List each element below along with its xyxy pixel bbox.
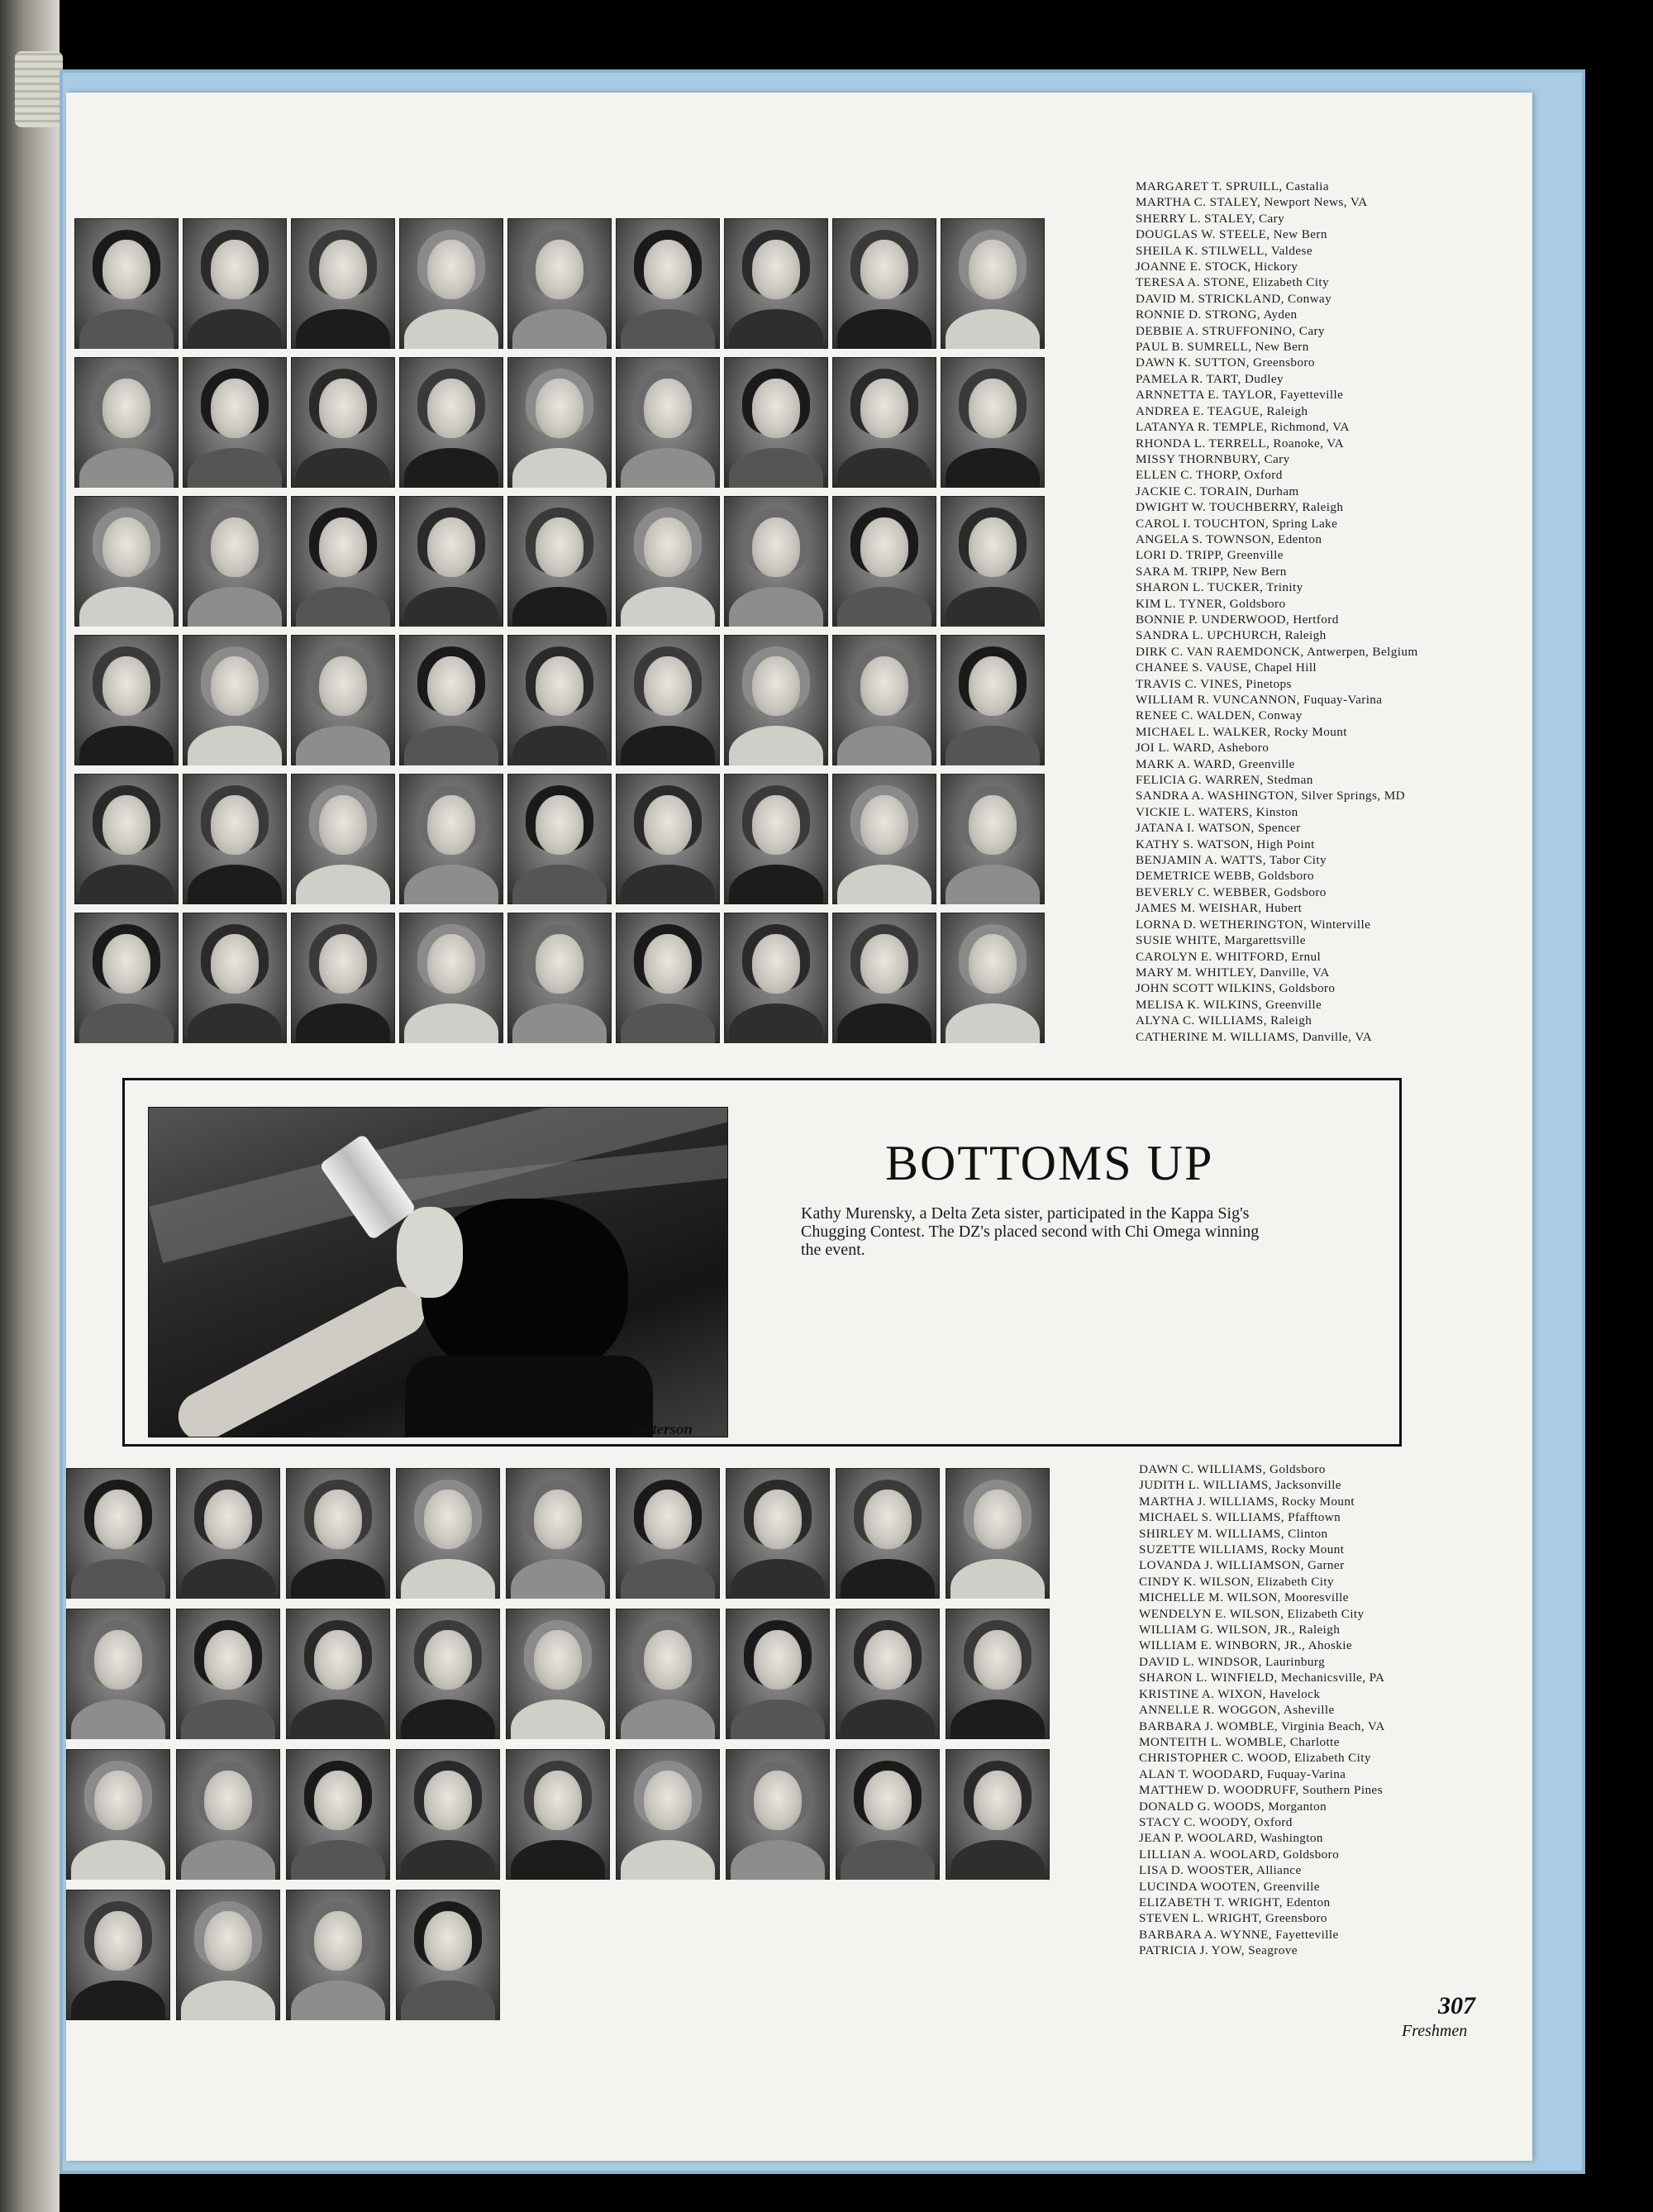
student-portrait bbox=[183, 357, 287, 488]
roster-entry: WILLIAM E. WINBORN, JR., Ahoskie bbox=[1139, 1638, 1353, 1653]
student-portrait bbox=[176, 1749, 280, 1880]
student-portrait bbox=[291, 774, 395, 904]
roster-entry: SUZETTE WILLIAMS, Rocky Mount bbox=[1139, 1542, 1345, 1557]
student-portrait bbox=[399, 218, 503, 349]
roster-entry: CINDY K. WILSON, Elizabeth City bbox=[1139, 1574, 1334, 1589]
roster-entry: TRAVIS C. VINES, Pinetops bbox=[1136, 676, 1292, 691]
student-portrait bbox=[946, 1468, 1050, 1599]
roster-entry: JACKIE C. TORAIN, Durham bbox=[1136, 484, 1299, 498]
roster-entry: MARK A. WARD, Greenville bbox=[1136, 756, 1295, 771]
student-portrait bbox=[291, 635, 395, 765]
roster-entry: MARGARET T. SPRUILL, Castalia bbox=[1136, 179, 1329, 193]
roster-entry: DAWN K. SUTTON, Greensboro bbox=[1136, 355, 1315, 370]
feature-title: BOTTOMS UP bbox=[885, 1136, 1214, 1190]
roster-entry: MONTEITH L. WOMBLE, Charlotte bbox=[1139, 1734, 1340, 1749]
roster-entry: RONNIE D. STRONG, Ayden bbox=[1136, 307, 1298, 322]
student-portrait bbox=[506, 1749, 610, 1880]
student-portrait bbox=[183, 635, 287, 765]
roster-entry: DIRK C. VAN RAEMDONCK, Antwerpen, Belgium bbox=[1136, 644, 1418, 659]
roster-entry: CAROL I. TOUCHTON, Spring Lake bbox=[1136, 516, 1338, 531]
feature-box bbox=[122, 1078, 1402, 1447]
student-portrait bbox=[726, 1609, 830, 1739]
left-page-edge bbox=[0, 0, 60, 2212]
roster-entry: CAROLYN E. WHITFORD, Ernul bbox=[1136, 949, 1322, 964]
student-portrait bbox=[941, 913, 1045, 1043]
student-portrait bbox=[74, 496, 179, 627]
student-portrait bbox=[616, 1749, 720, 1880]
student-portrait bbox=[396, 1749, 500, 1880]
student-portrait bbox=[291, 218, 395, 349]
roster-entry: ALAN T. WOODARD, Fuquay-Varina bbox=[1139, 1766, 1346, 1781]
roster-entry: MATTHEW D. WOODRUFF, Southern Pines bbox=[1139, 1783, 1383, 1798]
student-portrait bbox=[183, 218, 287, 349]
student-portrait bbox=[66, 1609, 170, 1739]
roster-entry: LORNA D. WETHERINGTON, Winterville bbox=[1136, 917, 1371, 932]
photo-credit: Patterson bbox=[631, 1421, 693, 1438]
roster-entry: PATRICIA J. YOW, Seagrove bbox=[1139, 1943, 1298, 1958]
student-portrait bbox=[396, 1609, 500, 1739]
roster-entry: PAMELA R. TART, Dudley bbox=[1136, 371, 1284, 386]
roster-entry: ANGELA S. TOWNSON, Edenton bbox=[1136, 532, 1322, 546]
roster-entry: JOANNE E. STOCK, Hickory bbox=[1136, 260, 1298, 274]
roster-entry: SARA M. TRIPP, New Bern bbox=[1136, 564, 1287, 579]
student-portrait bbox=[941, 635, 1045, 765]
roster-entry: SHIRLEY M. WILLIAMS, Clinton bbox=[1139, 1526, 1328, 1541]
roster-entry: CATHERINE M. WILLIAMS, Danville, VA bbox=[1136, 1029, 1373, 1044]
roster-entry: BARBARA A. WYNNE, Fayetteville bbox=[1139, 1927, 1339, 1942]
student-portrait bbox=[507, 357, 612, 488]
student-portrait bbox=[399, 774, 503, 904]
student-portrait bbox=[836, 1609, 940, 1739]
roster-entry: DEBBIE A. STRUFFONINO, Cary bbox=[1136, 323, 1325, 338]
roster-entry: LISA D. WOOSTER, Alliance bbox=[1139, 1863, 1302, 1878]
student-portrait bbox=[74, 635, 179, 765]
roster-entry: MISSY THORNBURY, Cary bbox=[1136, 451, 1290, 466]
student-portrait bbox=[616, 218, 720, 349]
roster-entry: SHEILA K. STILWELL, Valdese bbox=[1136, 243, 1312, 258]
student-portrait bbox=[286, 1609, 390, 1739]
student-portrait bbox=[291, 496, 395, 627]
roster-entry: DAVID M. STRICKLAND, Conway bbox=[1136, 291, 1332, 306]
student-portrait bbox=[616, 357, 720, 488]
roster-entry: DAWN C. WILLIAMS, Goldsboro bbox=[1139, 1462, 1326, 1476]
student-portrait bbox=[183, 774, 287, 904]
student-portrait bbox=[66, 1749, 170, 1880]
roster-entry: STACY C. WOODY, Oxford bbox=[1139, 1814, 1293, 1829]
student-portrait bbox=[286, 1890, 390, 2020]
student-portrait bbox=[74, 774, 179, 904]
roster-entry: SANDRA A. WASHINGTON, Silver Springs, MD bbox=[1136, 789, 1405, 803]
roster-entry: KIM L. TYNER, Goldsboro bbox=[1136, 596, 1286, 611]
student-portrait bbox=[941, 218, 1045, 349]
student-portrait bbox=[724, 357, 828, 488]
roster-entry: CHRISTOPHER C. WOOD, Elizabeth City bbox=[1139, 1751, 1371, 1766]
student-portrait bbox=[291, 913, 395, 1043]
student-portrait bbox=[616, 1468, 720, 1599]
roster-entry: SUSIE WHITE, Margarettsville bbox=[1136, 933, 1306, 948]
student-portrait bbox=[724, 913, 828, 1043]
roster-entry: MARTHA J. WILLIAMS, Rocky Mount bbox=[1139, 1494, 1355, 1509]
student-portrait bbox=[832, 496, 936, 627]
student-portrait bbox=[286, 1749, 390, 1880]
roster-entry: DAVID L. WINDSOR, Laurinburg bbox=[1139, 1654, 1326, 1669]
roster-entry: KRISTINE A. WIXON, Havelock bbox=[1139, 1686, 1321, 1701]
roster-entry: LOVANDA J. WILLIAMSON, Garner bbox=[1139, 1558, 1345, 1573]
roster-entry: SHERRY L. STALEY, Cary bbox=[1136, 211, 1285, 226]
student-portrait bbox=[616, 1609, 720, 1739]
roster-entry: TERESA A. STONE, Elizabeth City bbox=[1136, 275, 1330, 290]
student-portrait bbox=[74, 913, 179, 1043]
roster-entry: JOI L. WARD, Asheboro bbox=[1136, 741, 1270, 756]
student-portrait bbox=[176, 1890, 280, 2020]
page-number: 307 bbox=[1438, 1992, 1475, 2019]
student-portrait bbox=[399, 357, 503, 488]
roster-entry: JATANA I. WATSON, Spencer bbox=[1136, 821, 1301, 836]
roster-entry: LORI D. TRIPP, Greenville bbox=[1136, 548, 1284, 563]
student-portrait bbox=[507, 913, 612, 1043]
roster-entry: DONALD G. WOODS, Morganton bbox=[1139, 1799, 1327, 1814]
roster-entry: MELISA K. WILKINS, Greenville bbox=[1136, 997, 1322, 1012]
roster-entry: ANNELLE R. WOGGON, Asheville bbox=[1139, 1703, 1335, 1718]
student-portrait bbox=[724, 218, 828, 349]
roster-entry: ELIZABETH T. WRIGHT, Edenton bbox=[1139, 1895, 1331, 1909]
student-portrait bbox=[616, 913, 720, 1043]
student-portrait bbox=[836, 1749, 940, 1880]
roster-entry: RHONDA L. TERRELL, Roanoke, VA bbox=[1136, 436, 1345, 451]
student-portrait bbox=[399, 496, 503, 627]
student-portrait bbox=[291, 357, 395, 488]
roster-entry: MICHELLE M. WILSON, Mooresville bbox=[1139, 1590, 1349, 1605]
student-portrait bbox=[396, 1468, 500, 1599]
roster-entry: JAMES M. WEISHAR, Hubert bbox=[1136, 901, 1303, 916]
student-portrait bbox=[616, 774, 720, 904]
roster-entry: KATHY S. WATSON, High Point bbox=[1136, 837, 1315, 851]
student-portrait bbox=[176, 1609, 280, 1739]
roster-entry: BONNIE P. UNDERWOOD, Hertford bbox=[1136, 612, 1339, 627]
student-portrait bbox=[286, 1468, 390, 1599]
student-portrait bbox=[506, 1609, 610, 1739]
student-portrait bbox=[832, 357, 936, 488]
feature-photo bbox=[148, 1107, 728, 1437]
photo-figure-shirt bbox=[405, 1356, 653, 1437]
student-portrait bbox=[507, 496, 612, 627]
student-portrait bbox=[941, 774, 1045, 904]
student-portrait bbox=[399, 913, 503, 1043]
student-portrait bbox=[832, 218, 936, 349]
student-portrait bbox=[396, 1890, 500, 2020]
student-portrait bbox=[66, 1468, 170, 1599]
roster-entry: VICKIE L. WATERS, Kinston bbox=[1136, 804, 1298, 819]
roster-entry: RENEE C. WALDEN, Conway bbox=[1136, 708, 1303, 723]
student-portrait bbox=[506, 1468, 610, 1599]
student-portrait bbox=[74, 218, 179, 349]
roster-entry: BENJAMIN A. WATTS, Tabor City bbox=[1136, 853, 1327, 868]
student-portrait bbox=[726, 1468, 830, 1599]
roster-entry: DWIGHT W. TOUCHBERRY, Raleigh bbox=[1136, 500, 1344, 515]
roster-entry: ARNNETTA E. TAYLOR, Fayetteville bbox=[1136, 388, 1344, 403]
student-portrait bbox=[832, 635, 936, 765]
roster-entry: LATANYA R. TEMPLE, Richmond, VA bbox=[1136, 420, 1350, 435]
student-portrait bbox=[507, 635, 612, 765]
student-portrait bbox=[941, 496, 1045, 627]
student-portrait bbox=[726, 1749, 830, 1880]
student-portrait bbox=[836, 1468, 940, 1599]
roster-entry: JOHN SCOTT WILKINS, Goldsboro bbox=[1136, 981, 1336, 996]
roster-entry: DEMETRICE WEBB, Goldsboro bbox=[1136, 869, 1315, 884]
roster-entry: MICHAEL L. WALKER, Rocky Mount bbox=[1136, 724, 1347, 739]
student-portrait bbox=[832, 913, 936, 1043]
student-portrait bbox=[946, 1609, 1050, 1739]
roster-entry: MARY M. WHITLEY, Danville, VA bbox=[1136, 965, 1330, 980]
student-portrait bbox=[507, 774, 612, 904]
student-portrait bbox=[66, 1890, 170, 2020]
roster-entry: JUDITH L. WILLIAMS, Jacksonville bbox=[1139, 1478, 1341, 1493]
student-portrait bbox=[176, 1468, 280, 1599]
student-portrait bbox=[74, 357, 179, 488]
roster-entry: SHARON L. WINFIELD, Mechanicsville, PA bbox=[1139, 1671, 1385, 1685]
feature-caption: Kathy Murensky, a Delta Zeta sister, participated in the Kappa Sig's Chugging Contest. The DZ's placed second with Chi Omega winning the event. bbox=[801, 1204, 1260, 1259]
student-portrait bbox=[724, 496, 828, 627]
roster-entry: PAUL B. SUMRELL, New Bern bbox=[1136, 340, 1309, 355]
yearbook-page bbox=[66, 93, 1532, 2161]
roster-entry: CHANEE S. VAUSE, Chapel Hill bbox=[1136, 660, 1317, 675]
roster-entry: MICHAEL S. WILLIAMS, Pfafftown bbox=[1139, 1510, 1341, 1525]
student-portrait bbox=[941, 357, 1045, 488]
roster-entry: JEAN P. WOOLARD, Washington bbox=[1139, 1831, 1323, 1846]
photo-figure-arm bbox=[169, 1278, 434, 1437]
section-label: Freshmen bbox=[1402, 2022, 1468, 2040]
student-portrait bbox=[616, 496, 720, 627]
photo-figure-face bbox=[397, 1207, 463, 1298]
student-portrait bbox=[946, 1749, 1050, 1880]
roster-entry: WILLIAM R. VUNCANNON, Fuquay-Varina bbox=[1136, 693, 1383, 707]
roster-entry: FELICIA G. WARREN, Stedman bbox=[1136, 773, 1313, 788]
student-portrait bbox=[183, 913, 287, 1043]
roster-entry: SHARON L. TUCKER, Trinity bbox=[1136, 580, 1303, 595]
roster-list-top bbox=[1136, 179, 1418, 1045]
roster-entry: STEVEN L. WRIGHT, Greensboro bbox=[1139, 1911, 1327, 1926]
student-portrait bbox=[724, 774, 828, 904]
roster-entry: LUCINDA WOOTEN, Greenville bbox=[1139, 1879, 1320, 1894]
roster-entry: DOUGLAS W. STEELE, New Bern bbox=[1136, 227, 1327, 242]
student-portrait bbox=[399, 635, 503, 765]
roster-entry: ELLEN C. THORP, Oxford bbox=[1136, 468, 1283, 483]
roster-entry: WENDELYN E. WILSON, Elizabeth City bbox=[1139, 1606, 1365, 1621]
student-portrait bbox=[507, 218, 612, 349]
binding-tape bbox=[15, 51, 63, 127]
student-portrait bbox=[832, 774, 936, 904]
student-portrait bbox=[616, 635, 720, 765]
roster-entry: WILLIAM G. WILSON, JR., Raleigh bbox=[1139, 1623, 1341, 1638]
roster-entry: ALYNA C. WILLIAMS, Raleigh bbox=[1136, 1013, 1312, 1028]
roster-entry: ANDREA E. TEAGUE, Raleigh bbox=[1136, 403, 1308, 418]
roster-list-bottom bbox=[1139, 1461, 1385, 1959]
roster-entry: MARTHA C. STALEY, Newport News, VA bbox=[1136, 195, 1368, 210]
roster-entry: LILLIAN A. WOOLARD, Goldsboro bbox=[1139, 1847, 1340, 1862]
student-portrait bbox=[724, 635, 828, 765]
roster-entry: BEVERLY C. WEBBER, Godsboro bbox=[1136, 884, 1327, 899]
student-portrait bbox=[183, 496, 287, 627]
roster-entry: BARBARA J. WOMBLE, Virginia Beach, VA bbox=[1139, 1719, 1385, 1733]
roster-entry: SANDRA L. UPCHURCH, Raleigh bbox=[1136, 628, 1327, 643]
